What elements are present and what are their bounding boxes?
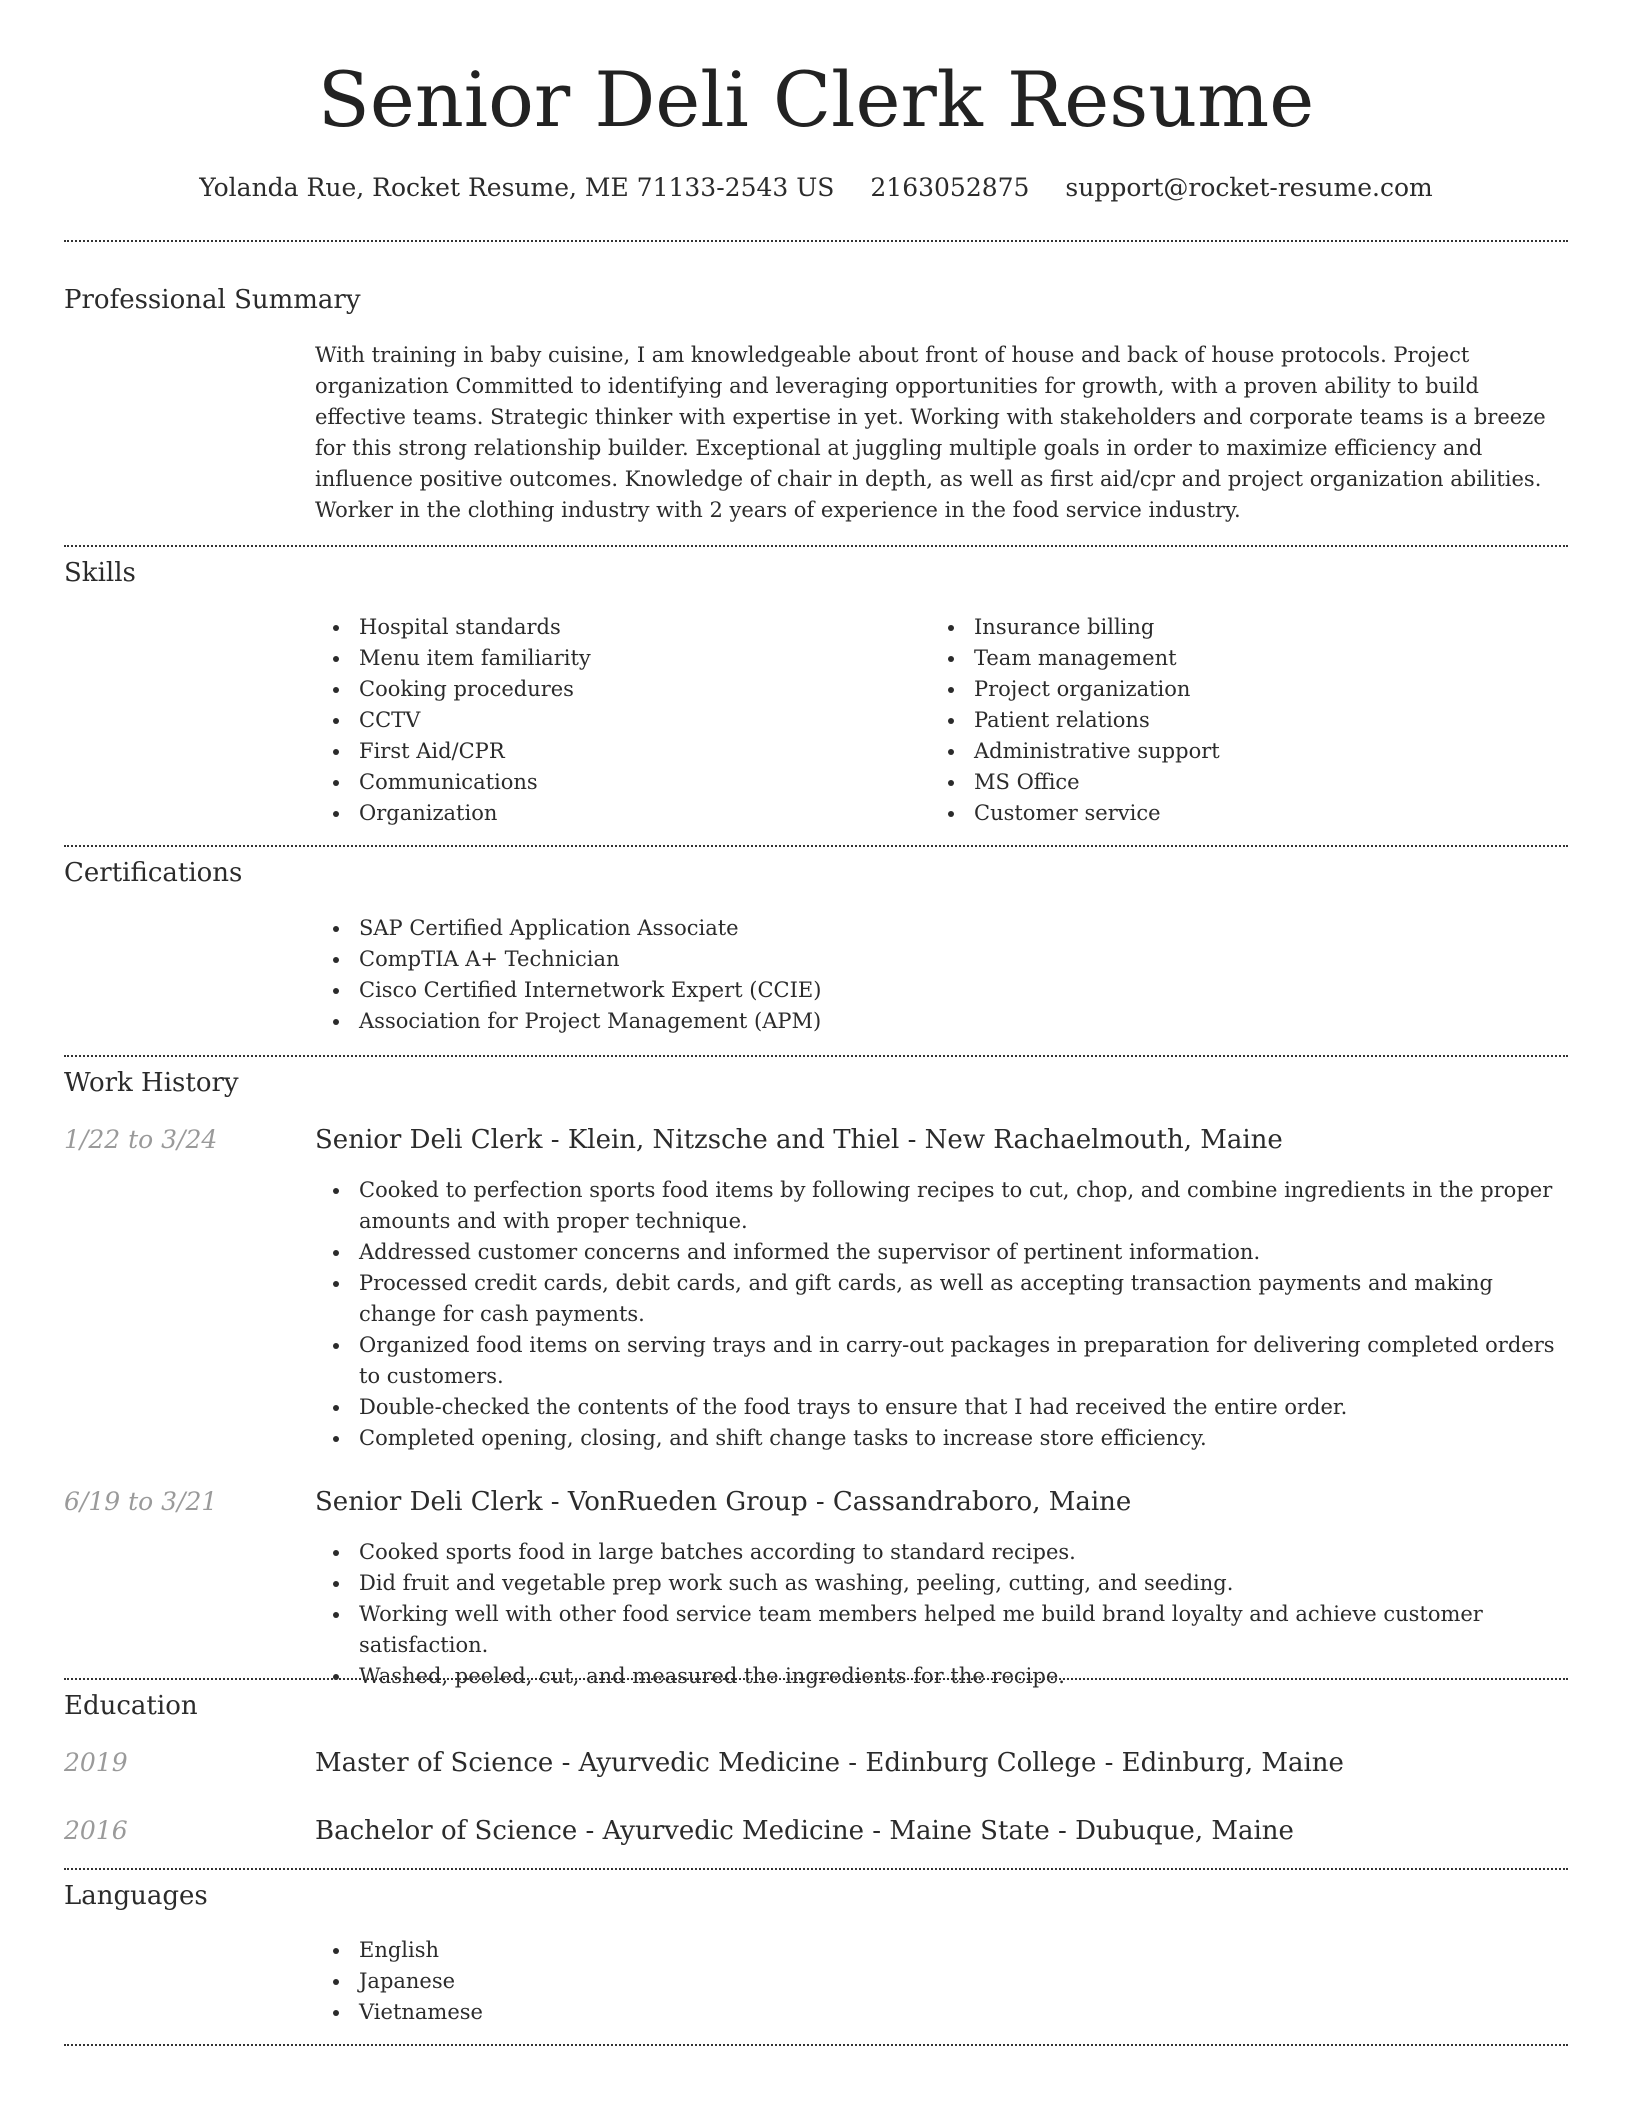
list-item: Cooked sports food in large batches according to standard recipes. — [315, 1537, 1568, 1568]
skills-list-left — [315, 612, 915, 829]
list-item: Organization — [315, 798, 915, 829]
list-item: Working well with other food service team members helped me build brand loyalty and achieve customer satisfaction. — [315, 1599, 1568, 1661]
list-item: Vietnamese — [315, 1997, 1568, 2028]
list-item: Insurance billing — [930, 612, 1530, 643]
education-degree: Bachelor of Science - Ayurvedic Medicine - Maine State - Dubuque, Maine — [315, 1816, 1294, 1846]
work-heading: Work History — [64, 1068, 239, 1098]
page-title: Senior Deli Clerk Resume — [317, 55, 1315, 144]
list-item: First Aid/CPR — [315, 736, 915, 767]
list-item: Double-checked the contents of the food trays to ensure that I had received the entire order. — [315, 1392, 1568, 1423]
education-degree: Master of Science - Ayurvedic Medicine - Edinburg College - Edinburg, Maine — [315, 1748, 1344, 1778]
list-item: Cisco Certified Internetwork Expert (CCIE) — [315, 975, 1568, 1006]
languages-heading: Languages — [64, 1881, 208, 1911]
list-item: SAP Certified Application Associate — [315, 913, 1568, 944]
divider — [64, 1678, 1568, 1680]
list-item: Organized food items on serving trays and in carry-out packages in preparation for delivering completed orders to customers. — [315, 1330, 1568, 1392]
contact-phone: 2163052875 — [870, 173, 1030, 202]
certifications-list — [315, 913, 1568, 1037]
divider — [64, 1055, 1568, 1057]
job-bullets — [315, 1175, 1568, 1454]
list-item: Menu item familiarity — [315, 643, 915, 674]
certifications-heading: Certifications — [64, 858, 243, 888]
list-item: CCTV — [315, 705, 915, 736]
contact-line — [64, 170, 1568, 206]
list-item: Addressed customer concerns and informed the supervisor of pertinent information. — [315, 1237, 1568, 1268]
list-item: Processed credit cards, debit cards, and gift cards, as well as accepting transaction payments and making change for cash payments. — [315, 1268, 1568, 1330]
list-item: Cooked to perfection sports food items by following recipes to cut, chop, and combine ingredients in the proper amounts and with proper technique. — [315, 1175, 1568, 1237]
list-item: MS Office — [930, 767, 1530, 798]
skills-list-right — [930, 612, 1530, 829]
list-item: Association for Project Management (APM) — [315, 1006, 1568, 1037]
job-bullets — [315, 1537, 1568, 1692]
divider — [64, 845, 1568, 847]
list-item: Cooking procedures — [315, 674, 915, 705]
list-item: Completed opening, closing, and shift change tasks to increase store efficiency. — [315, 1423, 1568, 1454]
divider — [64, 545, 1568, 547]
contact-address: Yolanda Rue, Rocket Resume, ME 71133-2543 US — [199, 173, 835, 202]
job-dates: 1/22 to 3/24 — [64, 1125, 218, 1154]
list-item: Japanese — [315, 1966, 1568, 1997]
list-item: Patient relations — [930, 705, 1530, 736]
list-item: Hospital standards — [315, 612, 915, 643]
resume-page — [64, 0, 1568, 2112]
list-item: Team management — [930, 643, 1530, 674]
job-dates: 6/19 to 3/21 — [64, 1487, 218, 1516]
list-item: Communications — [315, 767, 915, 798]
job-title: Senior Deli Clerk - Klein, Nitzsche and Thiel - New Rachaelmouth, Maine — [315, 1125, 1283, 1155]
divider — [64, 240, 1568, 242]
education-heading: Education — [64, 1691, 198, 1721]
summary-text: With training in baby cuisine, I am knowledgeable about front of house and back of house protocols. Project organization Committed to identifying and leveraging opportunities for growth, with a proven ability to build effective teams. Strategic thinker with expertise in yet. Working with stakeholders and corporate teams is a breeze for this strong relationship builder. Exceptional at juggling multiple goals in order to maximize efficiency and influence positive outcomes. Knowledge of chair in depth, as well as first aid/cpr and project organization abilities. Worker in the clothing industry with 2 years of experience in the food service industry. — [315, 343, 1546, 522]
list-item: CompTIA A+ Technician — [315, 944, 1568, 975]
job-title: Senior Deli Clerk - VonRueden Group - Cassandraboro, Maine — [315, 1487, 1132, 1517]
list-item: Washed, peeled, cut, and measured the ingredients for the recipe. — [315, 1661, 1568, 1692]
list-item: Customer service — [930, 798, 1530, 829]
languages-list — [315, 1935, 1568, 2028]
list-item: Did fruit and vegetable prep work such as washing, peeling, cutting, and seeding. — [315, 1568, 1568, 1599]
education-year: 2016 — [64, 1816, 128, 1845]
list-item: Administrative support — [930, 736, 1530, 767]
contact-email: support@rocket-resume.com — [1065, 173, 1433, 202]
education-year: 2019 — [64, 1748, 128, 1777]
divider — [64, 1868, 1568, 1870]
skills-heading: Skills — [64, 558, 136, 588]
summary-heading: Professional Summary — [64, 285, 361, 315]
list-item: Project organization — [930, 674, 1530, 705]
list-item: English — [315, 1935, 1568, 1966]
divider — [64, 2044, 1568, 2046]
